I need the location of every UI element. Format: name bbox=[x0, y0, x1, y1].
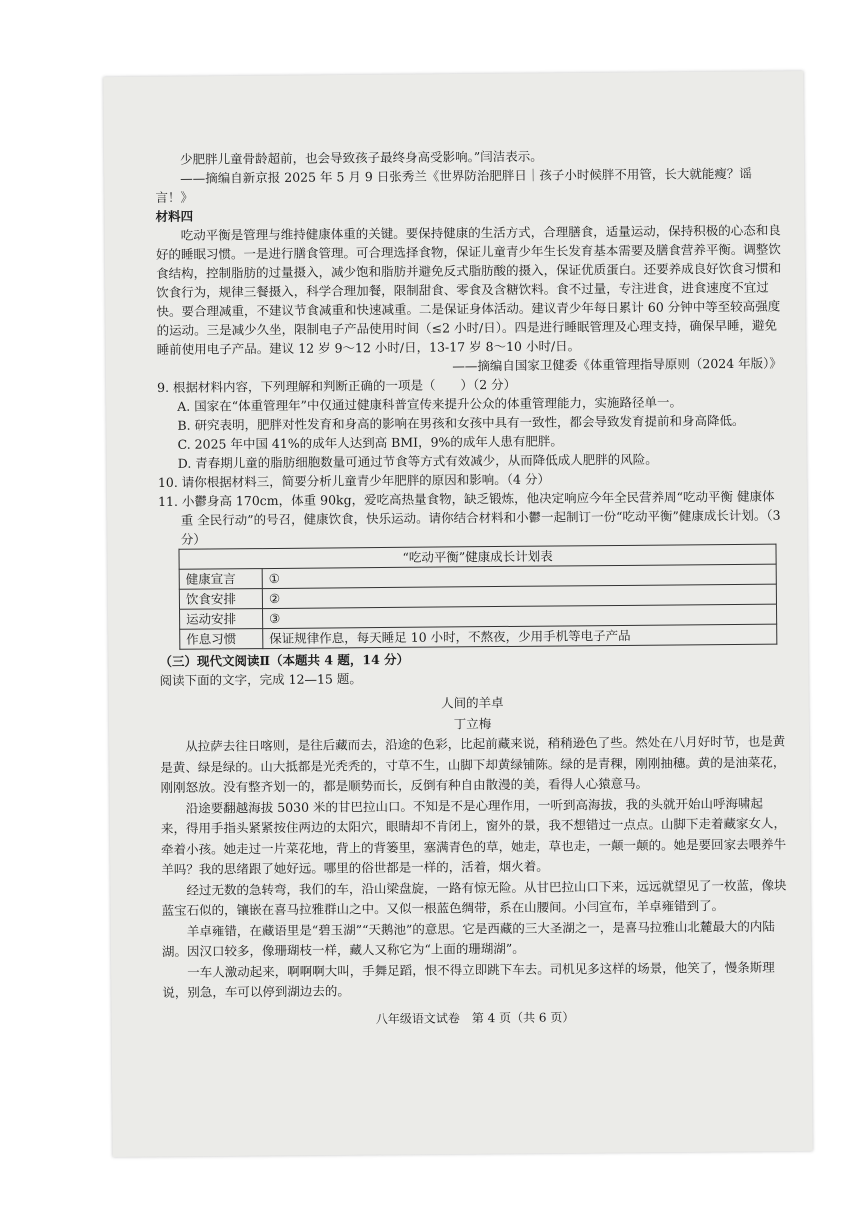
material3-closing-quote: 少肥胖儿童骨龄超前，也会导致孩子最终身高受影响。”闫洁表示。 bbox=[180, 148, 543, 167]
question-10: 10. 请你根据材料三，简要分析儿童青少年肥胖的原因和影响。（4 分） bbox=[157, 471, 550, 490]
passage-title: 人间的羊卓 bbox=[441, 694, 504, 711]
answer-blank-3[interactable]: ③ bbox=[263, 604, 777, 628]
material3-source: ——摘编自新京报 2025 年 5 月 9 日张秀兰《世界防治肥胖日｜孩子小时候胖不用管，长大就能瘦？谣言！》 bbox=[155, 165, 752, 205]
health-plan-table-title: “吃动平衡”健康成长计划表 bbox=[179, 544, 776, 569]
question-9-stem: 9. 根据材料内容，下列理解和判断正确的一项是（ ）（2 分） bbox=[157, 376, 517, 395]
answer-blank-1[interactable]: ① bbox=[262, 564, 776, 588]
health-plan-table bbox=[178, 544, 777, 650]
question-11: 11. 小鬱身高 170cm，体重 90kg，爱吃高热量食物，缺乏锻炼，他决定响应今年全民营养周“吃动平衡 健康体重 全民行动”的号召，健康饮食，快乐运动。请你结合材料和小鬱一起制订一份“吃动平衡”健康成长计划。（3 分） bbox=[158, 488, 781, 547]
table-row bbox=[180, 624, 777, 649]
passage-paragraph-2: 沿途要翻越海拔 5030 米的甘巴拉山口。不知是不是心理作用，一听到高海拔，我的头就开始山呼海啸起来，得用手指头紧紧按住两边的太阳穴，眼睛却不肯闭上，窗外的景，我不想错过一点点。山脚下走着藏家女人，牵着小孩。她走过一片菜花地，背上的背篓里，塞满青色的草，她走，草也走，一颠一颠的。她是要回家去喂养牛羊吗？我的思绪跟了她好远。哪里的俗世都是一样的，活着，烟火着。 bbox=[160, 795, 787, 877]
passage-paragraph-1: 从拉萨去往日喀则，是往后藏而去，沿途的色彩，比起前藏来说，稍稍逊色了些。然处在八月好时节，也是黄是黄、绿是绿的。山大抵都是光秃秃的，寸草不生，山脚下却黄绿铺陈。绿的是青稞，刚刚抽穗。黄的是油菜花，刚刚怒放。没有整齐划一的，都是顺势而长，反倒有种自由散漫的美，看得人心猿意马。 bbox=[160, 733, 786, 795]
question-9-option-d: D. 青春期儿童的脂肪细胞数量可通过节食等方式有效减少，从而降低成人肥胖的风险。 bbox=[177, 451, 658, 471]
reading-passage bbox=[160, 691, 788, 1004]
passage-paragraph-5: 一车人激动起来，啊啊啊大叫，手舞足蹈，恨不得立即跳下车去。司机见多这样的场景，他笑了，慢条斯理说，别急，车可以停到湖边去的。 bbox=[162, 959, 775, 1000]
page-footer: 八年级语文试卷 第 4 页（共 6 页） bbox=[375, 1009, 575, 1026]
question-9-option-a: A. 国家在“体重管理年”中仅通过健康科普宣传来提升公众的体重管理能力，实施路径单一。 bbox=[177, 394, 683, 414]
material4-body: 吃动平衡是管理与维持健康体重的关键。要保持健康的生活方式，合理膳食，适量运动，保持积极的心态和良好的睡眠习惯。一是进行膳食管理。可合理选择食物，保证儿童青少年生长发育基本需要及膳食营养平衡。调整饮食结构，控制脂肪的过量摄入，减少饱和脂肪并避免反式脂肪酸的摄入，保证优质蛋白。还要养成良好饮食习惯和饮食行为，规律三餐摄入，科学合理加餐，限制甜食、零食及含糖饮料。食不过量，专注进食，进食速度不宜过快。要合理减重，不建议节食减重和快速减重。二是保证身体活动。建议青少年每日累计 60 分钟中等至较高强度的运动。三是减少久坐，限制电子产品使用时间（≤2 小时/日）。四是进行睡眠管理及心理支持，确保早睡，避免睡前使用电子产品。建议 12 岁 9～12 小时/日，13-17 岁 8～10 小时/日。 bbox=[155, 222, 782, 357]
row-label: 运动安排 bbox=[180, 609, 263, 630]
material4-source: ——摘编自国家卫健委《体重管理指导原则（2024 年版）》 bbox=[452, 355, 782, 374]
section-3-instruction: 阅读下面的文字，完成 12—15 题。 bbox=[159, 671, 362, 688]
passage-paragraph-4: 羊卓雍错，在藏语里是“碧玉湖”“天鹅池”的意思。它是西藏的三大圣湖之一，是喜马拉雅山北麓最大的内陆湖。因汉口较多，像珊瑚枝一样，藏人又称它为“上面的珊瑚湖”。 bbox=[161, 918, 775, 959]
answer-blank-2[interactable]: ② bbox=[262, 584, 776, 608]
passage-paragraph-3: 经过无数的急转弯，我们的车，沿山梁盘旋，一路有惊无险。从甘巴拉山口下来，远远就望见了一枚蓝，像块蓝宝石似的，镶嵌在喜马拉雅群山之中。又似一根蓝色绸带，系在山腰间。小闫宣布，羊卓雍错到了。 bbox=[161, 877, 787, 918]
passage-author: 丁立梅 bbox=[453, 715, 492, 731]
exam-page-content bbox=[155, 145, 788, 1031]
section-3-heading: （三）现代文阅读Ⅱ（本题共 4 题，14 分） bbox=[159, 651, 410, 669]
material4-title: 材料四 bbox=[155, 208, 194, 224]
row-label: 健康宣言 bbox=[179, 569, 262, 590]
question-9 bbox=[157, 373, 783, 473]
row-label: 饮食安排 bbox=[179, 589, 262, 610]
row-value: 保证规律作息，每天睡足 10 小时，不熬夜，少用手机等电子产品 bbox=[263, 624, 777, 648]
question-9-option-c: C. 2025 年中国 41%的成年人达到高 BMI，9%的成年人患有肥胖。 bbox=[177, 433, 563, 452]
question-9-option-b: B. 研究表明，肥胖对性发育和身高的影响在男孩和女孩中具有一致性，都会导致发育提前和身高降低。 bbox=[177, 412, 745, 433]
row-label: 作息习惯 bbox=[180, 629, 263, 650]
